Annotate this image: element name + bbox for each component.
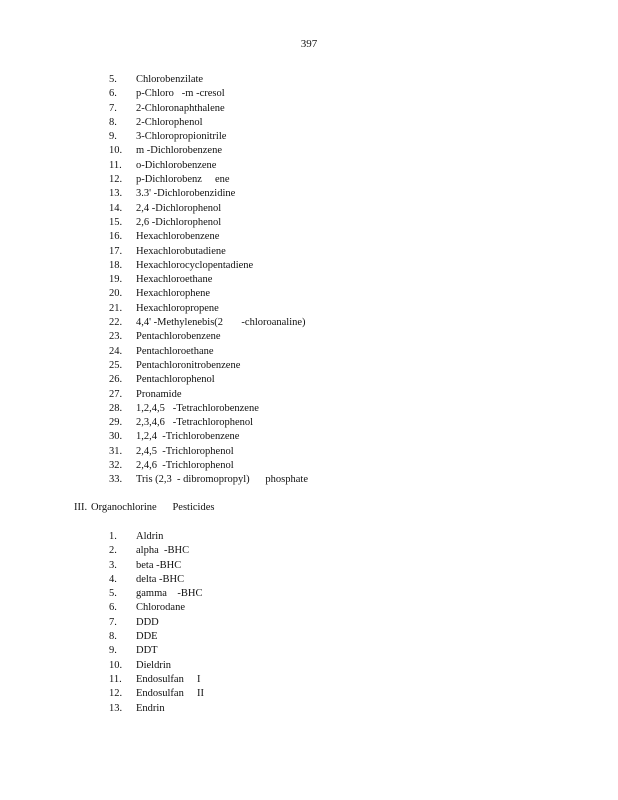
item-number: 6. xyxy=(109,602,117,614)
item-name: 2,4,5 -Trichlorophenol xyxy=(136,445,234,457)
item-name: delta -BHC xyxy=(136,573,185,585)
list-item xyxy=(109,544,204,558)
list-item xyxy=(109,116,308,130)
item-number: 8. xyxy=(109,116,117,128)
item-number: 18. xyxy=(109,259,123,271)
item-name: beta -BHC xyxy=(136,559,182,571)
item-number: 10. xyxy=(109,659,123,671)
item-name: Pronamide xyxy=(136,388,182,400)
list-item xyxy=(109,559,204,573)
list-item xyxy=(109,630,204,644)
item-name: Chlorodane xyxy=(136,602,185,614)
list-item xyxy=(109,302,308,316)
list-item xyxy=(109,673,204,687)
item-name: Endrin xyxy=(136,702,165,714)
list-item xyxy=(109,373,308,387)
list-item xyxy=(109,702,204,716)
item-number: 9. xyxy=(109,645,117,657)
list-item xyxy=(109,445,308,459)
list-item xyxy=(109,359,308,373)
item-name: Pentachlorobenzene xyxy=(136,331,221,343)
list-item xyxy=(109,416,308,430)
item-name: Hexachloroethane xyxy=(136,274,213,286)
pesticides-list xyxy=(109,530,204,716)
item-name: 1,2,4 -Trichlorobenzene xyxy=(136,431,240,443)
list-item xyxy=(109,159,308,173)
item-name: Hexachloropropene xyxy=(136,302,219,314)
item-number: 5. xyxy=(109,588,117,600)
item-name: Hexachlorocyclopentadiene xyxy=(136,259,254,271)
item-name: 3.3' -Dichlorobenzidine xyxy=(136,188,236,200)
item-number: 15. xyxy=(109,216,123,228)
item-name: alpha -BHC xyxy=(136,545,190,557)
item-name: 2,3,4,6 -Tetrachlorophenol xyxy=(136,417,254,429)
list-item xyxy=(109,345,308,359)
list-item xyxy=(109,130,308,144)
list-item xyxy=(109,230,308,244)
item-number: 16. xyxy=(109,231,123,243)
item-name: DDD xyxy=(136,616,159,628)
item-number: 25. xyxy=(109,359,123,371)
item-name: 2,6 -Dichlorophenol xyxy=(136,216,222,228)
item-name: DDT xyxy=(136,645,158,657)
item-number: 2. xyxy=(109,545,117,557)
list-item xyxy=(109,402,308,416)
item-number: 3. xyxy=(109,559,117,571)
section-heading-organochlorine-pesticides xyxy=(74,501,214,515)
list-item xyxy=(109,659,204,673)
item-number: 13. xyxy=(109,702,123,714)
list-item xyxy=(109,459,308,473)
list-item xyxy=(109,273,308,287)
list-item xyxy=(109,644,204,658)
item-name: 2-Chloronaphthalene xyxy=(136,102,225,114)
list-item xyxy=(109,245,308,259)
item-number: 11. xyxy=(109,159,122,171)
list-item xyxy=(109,587,204,601)
item-number: 9. xyxy=(109,131,117,143)
item-name: 1,2,4,5 -Tetrachlorobenzene xyxy=(136,402,259,414)
item-number: 23. xyxy=(109,331,123,343)
item-number: 19. xyxy=(109,274,123,286)
list-item xyxy=(109,259,308,273)
list-item xyxy=(109,388,308,402)
list-item xyxy=(109,187,308,201)
item-number: 24. xyxy=(109,345,123,357)
list-item xyxy=(109,430,308,444)
item-name: Pentachlorophenol xyxy=(136,374,215,386)
item-number: 10. xyxy=(109,145,123,157)
compound-list-continued xyxy=(109,73,308,488)
list-item xyxy=(109,573,204,587)
item-name: Hexachlorophene xyxy=(136,288,211,300)
list-item xyxy=(109,530,204,544)
item-name: Pentachloroethane xyxy=(136,345,214,357)
list-item xyxy=(109,616,204,630)
list-item xyxy=(109,473,308,487)
item-number: 22. xyxy=(109,317,123,329)
item-number: 31. xyxy=(109,445,123,457)
list-item xyxy=(109,173,308,187)
item-number: 17. xyxy=(109,245,123,257)
item-name: DDE xyxy=(136,631,158,643)
list-item xyxy=(109,87,308,101)
item-name: Endosulfan I xyxy=(136,673,201,685)
item-number: 5. xyxy=(109,74,117,85)
section-title: Organochlorine Pesticides xyxy=(91,502,215,513)
item-name: 2-Chlorophenol xyxy=(136,116,203,128)
item-name: 2,4,6 -Trichlorophenol xyxy=(136,460,234,472)
item-number: 12. xyxy=(109,174,123,186)
item-number: 1. xyxy=(109,531,117,542)
item-number: 4. xyxy=(109,573,117,585)
item-name: p-Dichlorobenz ene xyxy=(136,174,230,186)
item-number: 30. xyxy=(109,431,123,443)
item-number: 7. xyxy=(109,102,117,114)
item-name: Endosulfan II xyxy=(136,688,204,700)
item-number: 28. xyxy=(109,402,123,414)
list-item xyxy=(109,330,308,344)
item-number: 29. xyxy=(109,417,123,429)
item-name: 3-Chloropropionitrile xyxy=(136,131,227,143)
item-name: Pentachloronitrobenzene xyxy=(136,359,241,371)
item-number: 13. xyxy=(109,188,123,200)
list-item xyxy=(109,102,308,116)
list-item xyxy=(109,287,308,301)
item-name: o-Dichlorobenzene xyxy=(136,159,217,171)
item-name: Dieldrin xyxy=(136,659,171,671)
section-numeral: III. xyxy=(74,502,88,513)
item-number: 33. xyxy=(109,474,123,486)
item-name: gamma -BHC xyxy=(136,588,203,600)
item-name: 2,4 -Dichlorophenol xyxy=(136,202,222,214)
item-name: Hexachlorobutadiene xyxy=(136,245,226,257)
list-item xyxy=(109,687,204,701)
item-name: Chlorobenzilate xyxy=(136,74,204,85)
item-number: 12. xyxy=(109,688,123,700)
item-name: p-Chloro -m -cresol xyxy=(136,88,225,100)
item-name: m -Dichlorobenzene xyxy=(136,145,223,157)
item-number: 20. xyxy=(109,288,123,300)
item-number: 7. xyxy=(109,616,117,628)
item-name: Hexachlorobenzene xyxy=(136,231,220,243)
item-number: 26. xyxy=(109,374,123,386)
item-name: Aldrin xyxy=(136,531,164,542)
list-item xyxy=(109,601,204,615)
list-item xyxy=(109,316,308,330)
list-item xyxy=(109,216,308,230)
item-number: 8. xyxy=(109,631,117,643)
list-item xyxy=(109,144,308,158)
item-number: 27. xyxy=(109,388,123,400)
list-item xyxy=(109,73,308,87)
item-number: 21. xyxy=(109,302,123,314)
item-number: 32. xyxy=(109,460,123,472)
list-item xyxy=(109,202,308,216)
item-number: 6. xyxy=(109,88,117,100)
item-number: 14. xyxy=(109,202,123,214)
item-name: 4,4' -Methylenebis(2 -chloroanaline) xyxy=(136,317,306,329)
item-name: Tris (2,3 - dibromopropyl) phosphate xyxy=(136,474,308,486)
item-number: 11. xyxy=(109,673,122,685)
page-number: 397 xyxy=(300,38,318,50)
